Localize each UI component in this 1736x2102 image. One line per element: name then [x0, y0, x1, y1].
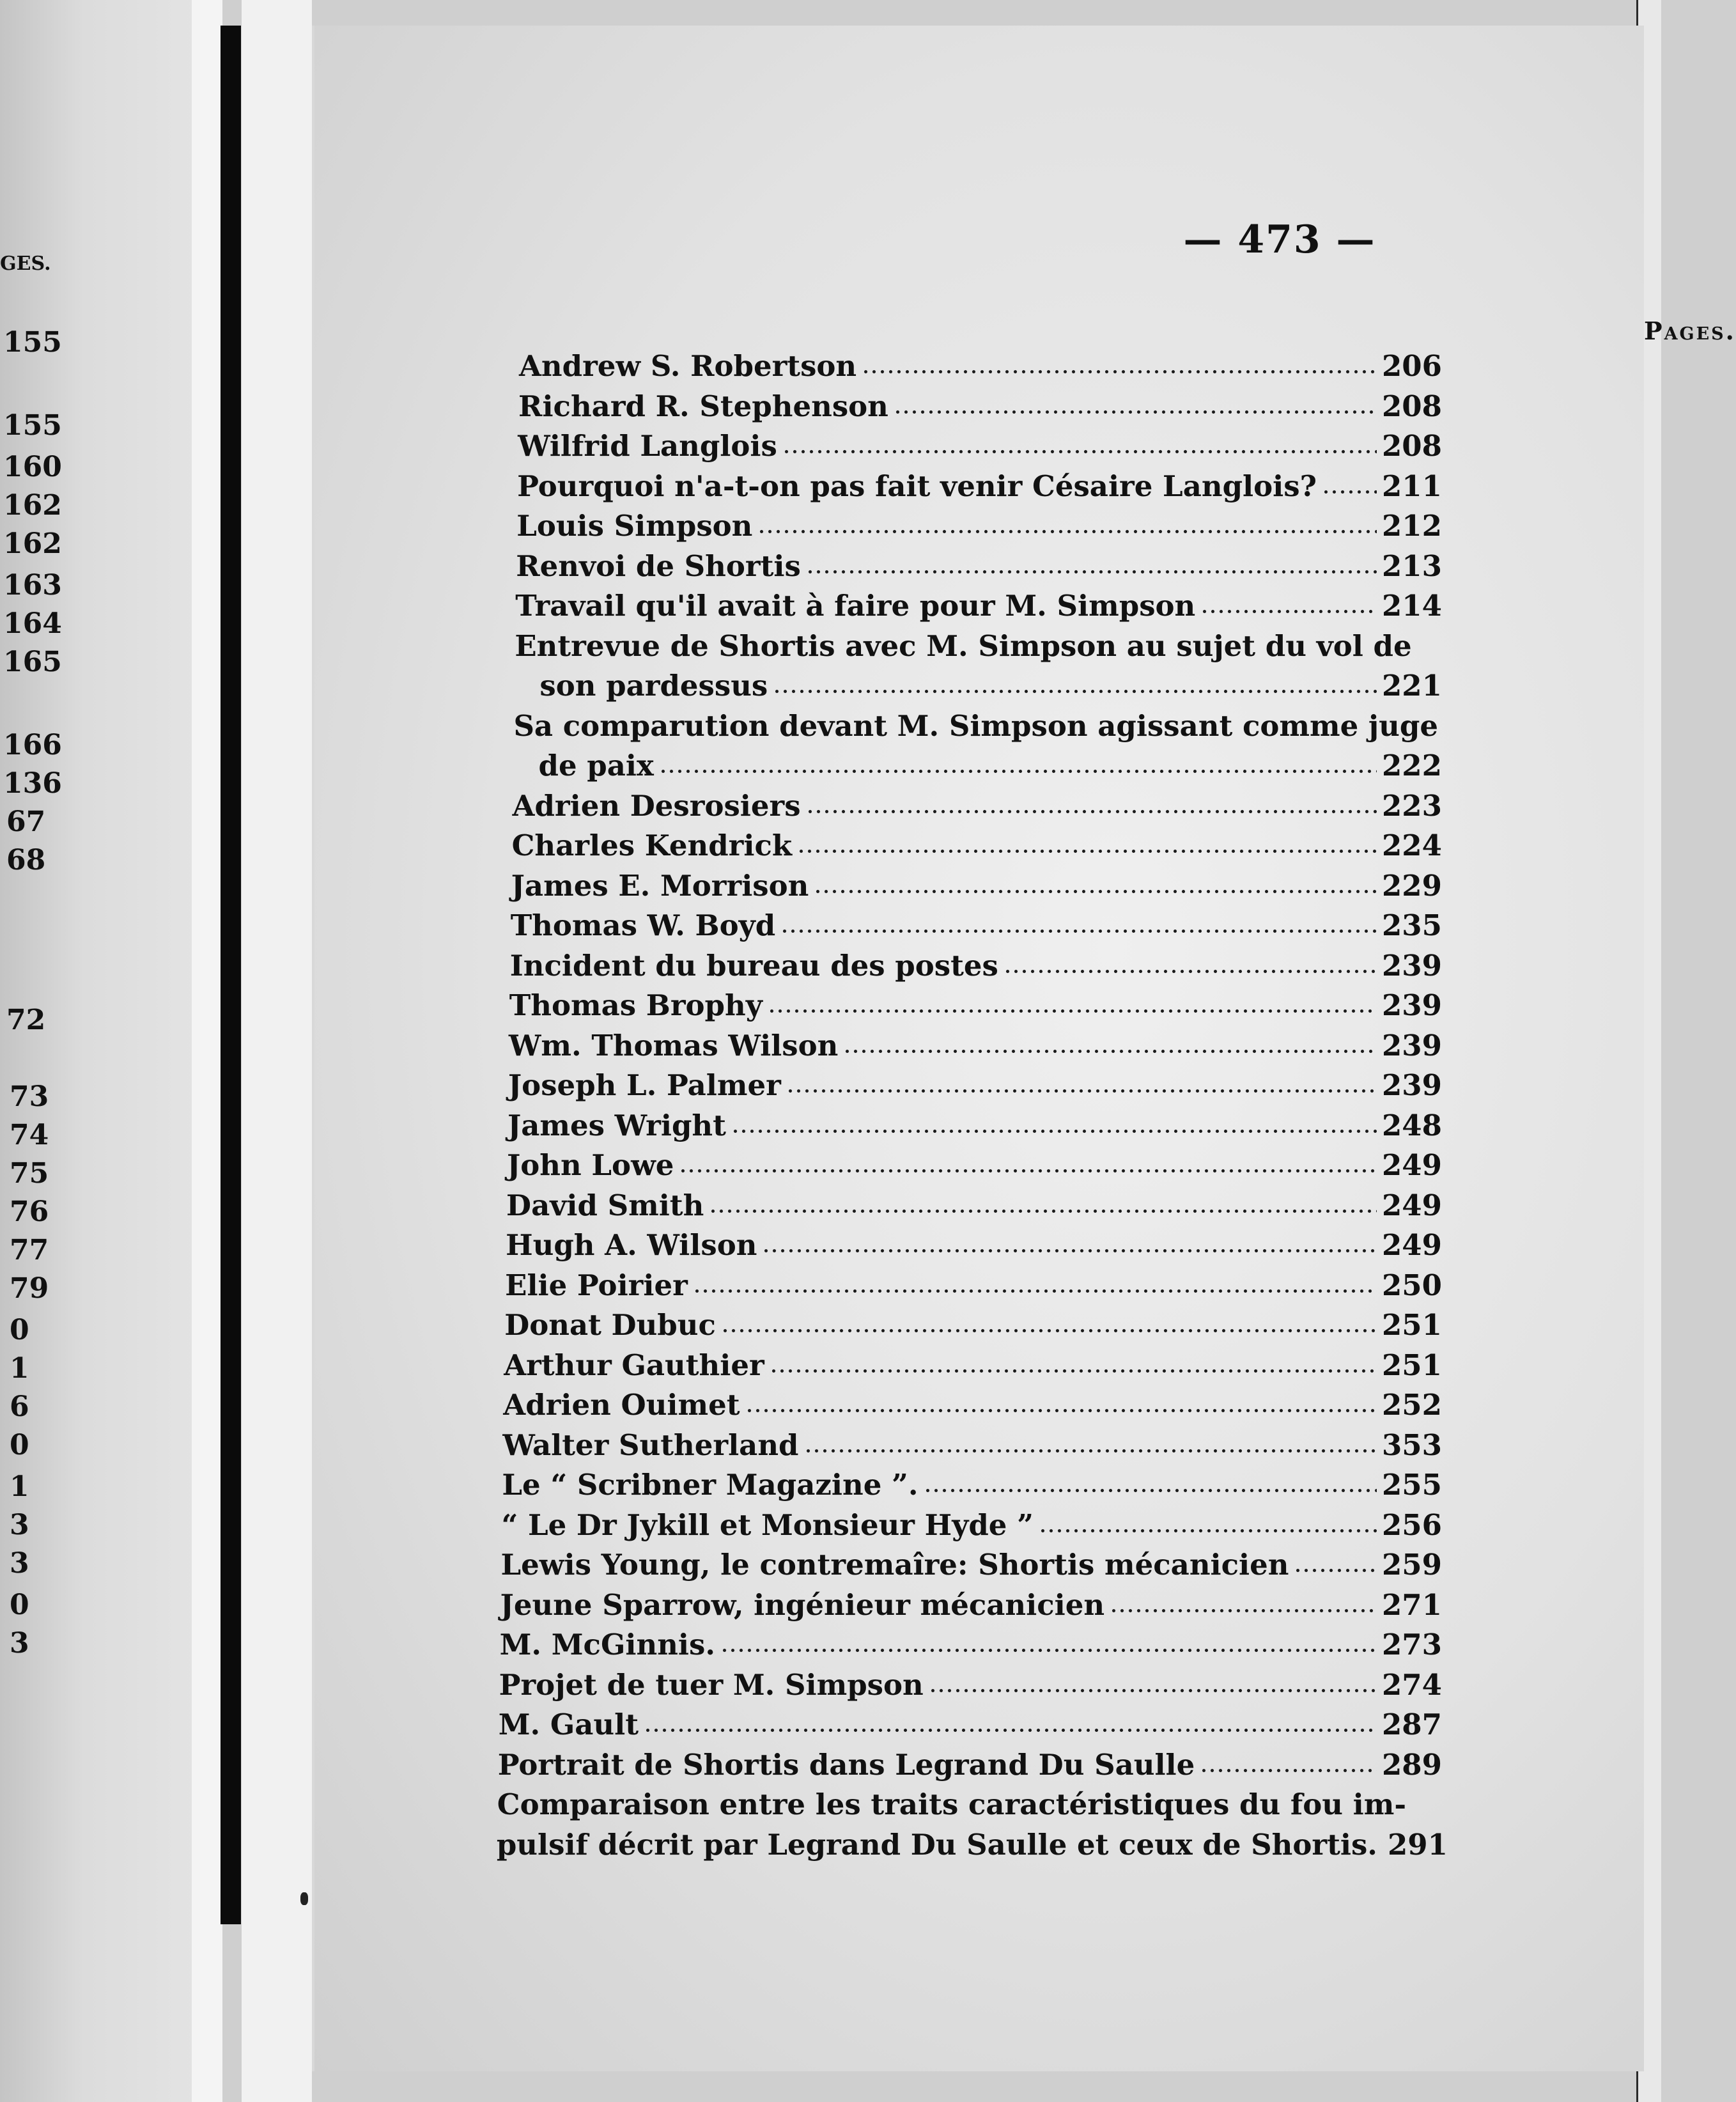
facing-page-number: 6	[10, 1390, 29, 1423]
toc-entry-title: M. McGinnis.	[499, 1628, 716, 1662]
dot-leader	[843, 1040, 1377, 1055]
pages-column-header: Pages.	[1644, 316, 1736, 345]
dot-leader	[1200, 1759, 1377, 1775]
toc-entry	[501, 1507, 1442, 1542]
toc-entry-title: Thomas W. Boyd	[510, 908, 776, 942]
toc-entry	[519, 349, 1442, 383]
toc-entry	[507, 1148, 1442, 1182]
toc-entry-title: Adrien Desrosiers	[512, 788, 801, 823]
toc-entry-page-number: 291	[1387, 1827, 1448, 1862]
dot-leader	[806, 800, 1377, 816]
dot-leader	[720, 1639, 1377, 1654]
toc-entry	[500, 1587, 1442, 1622]
toc-entry-page-number: 353	[1381, 1428, 1442, 1462]
dot-leader	[814, 880, 1377, 896]
toc-entry-title: Elie Poirier	[505, 1268, 688, 1302]
dot-leader	[924, 1479, 1377, 1495]
toc-entry-page-number: 287	[1381, 1708, 1442, 1741]
toc-entry-page-number: 229	[1381, 868, 1442, 903]
toc-entry	[517, 469, 1442, 503]
toc-entry	[511, 829, 1442, 862]
toc-entry	[508, 1028, 1442, 1063]
toc-entry-page-number: 235	[1381, 908, 1442, 942]
dot-leader	[806, 561, 1377, 576]
dot-leader	[731, 1120, 1377, 1135]
facing-page-number: 77	[10, 1234, 49, 1266]
dot-leader	[1004, 960, 1377, 976]
toc-entry-page-number: 289	[1382, 1747, 1442, 1782]
toc-entry-page-number: 223	[1381, 788, 1442, 823]
toc-entry-page-number: 239	[1382, 948, 1442, 983]
dot-leader	[786, 1080, 1377, 1095]
dot-leader	[721, 1320, 1377, 1335]
toc-entry-title: Travail qu'il avait à faire pour M. Simpson	[515, 589, 1196, 623]
dot-leader	[745, 1399, 1377, 1415]
toc-entry	[504, 1348, 1442, 1382]
facing-page-number: 160	[3, 451, 62, 483]
facing-page-number: 155	[3, 409, 62, 442]
toc-entry	[515, 589, 1442, 623]
toc-entry-title: Charles Kendrick	[511, 829, 793, 862]
toc-entry	[516, 549, 1442, 583]
toc-entry	[507, 1108, 1442, 1142]
facing-page-number: 3	[10, 1627, 29, 1660]
toc-entry-title: Walter Sutherland	[502, 1428, 799, 1462]
toc-entry-title: Lewis Young, le contremaîre: Shortis mécanicien	[500, 1548, 1289, 1582]
facing-page-number: 1	[10, 1470, 29, 1503]
toc-entry-title: Arthur Gauthier	[504, 1348, 764, 1382]
toc-entry	[502, 1428, 1442, 1462]
dot-leader	[780, 920, 1377, 935]
toc-entry-page-number: 239	[1381, 1028, 1442, 1063]
toc-entry	[496, 1827, 1448, 1862]
toc-entry-page-number: 251	[1382, 1348, 1442, 1382]
toc-entry	[502, 1468, 1442, 1502]
toc-entry	[511, 868, 1442, 903]
toc-entry-page-number: 249	[1382, 1148, 1442, 1182]
facing-page-number: 163	[3, 569, 62, 602]
toc-entry	[506, 1228, 1442, 1262]
toc-entry-page-number: 239	[1381, 1068, 1442, 1102]
toc-entry-title: M. Gault	[498, 1708, 639, 1741]
page-number: — 473 —	[1183, 217, 1376, 262]
toc-entry	[539, 751, 1440, 780]
dot-leader	[1039, 1520, 1377, 1535]
toc-entry	[506, 1188, 1442, 1222]
toc-entry	[498, 1708, 1442, 1741]
toc-entry-title: Adrien Ouimet	[503, 1388, 740, 1422]
dot-leader	[659, 760, 1377, 775]
toc-entry-continuation-line: Entrevue de Shortis avec M. Simpson au sujet du vol de	[515, 628, 1412, 663]
dot-leader	[804, 1440, 1377, 1455]
toc-entry-page-number: 211	[1381, 469, 1442, 503]
facing-page-number: 68	[6, 844, 46, 876]
toc-entry-page-number: 259	[1382, 1548, 1442, 1582]
toc-entry-title: Andrew S. Robertson	[519, 349, 857, 383]
toc-entry-page-number: 214	[1381, 589, 1442, 623]
toc-entry	[504, 1308, 1442, 1342]
toc-entry-continuation-line: Comparaison entre les traits caractéristiques du fou im-	[497, 1787, 1407, 1821]
toc-entry-title: son pardessus	[539, 669, 768, 703]
toc-entry-title: Richard R. Stephenson	[518, 389, 888, 423]
dot-leader	[773, 680, 1377, 696]
toc-entry-title: Projet de tuer M. Simpson	[499, 1667, 924, 1702]
facing-page-number: 155	[3, 326, 62, 359]
toc-entry-title: Incident du bureau des postes	[509, 948, 998, 983]
toc-entry-page-number: 239	[1381, 988, 1442, 1022]
toc-entry-page-number: 249	[1381, 1228, 1442, 1262]
dot-leader	[679, 1160, 1377, 1175]
facing-page-number: 164	[3, 607, 62, 640]
toc-entry-page-number: 206	[1382, 349, 1442, 383]
toc-entry-title: Le “ Scribner Magazine ”.	[502, 1468, 918, 1502]
toc-entry-title: Wm. Thomas Wilson	[508, 1028, 839, 1063]
toc-entry	[510, 908, 1442, 942]
toc-entry-title: Renvoi de Shortis	[516, 549, 801, 583]
toc-entry-title: de paix	[538, 749, 654, 782]
dot-leader	[768, 1000, 1377, 1015]
dot-leader	[762, 1240, 1377, 1255]
facing-page-number: 0	[10, 1589, 29, 1621]
gutter	[242, 0, 312, 2102]
toc-entry-page-number: 251	[1381, 1308, 1442, 1342]
toc-entry-page-number: 250	[1381, 1268, 1442, 1302]
toc-entry	[512, 788, 1442, 823]
facing-page-number: 67	[6, 806, 46, 838]
left-page-header-fragment: GES.	[0, 253, 51, 275]
dot-leader	[894, 401, 1377, 416]
toc-entry-page-number: 208	[1381, 429, 1442, 463]
book-spine	[221, 26, 241, 1924]
toc-entry-title: pulsif décrit par Legrand Du Saulle et ceux de Shortis.	[496, 1827, 1377, 1862]
page-edge	[192, 0, 222, 2102]
toc-entry-title: Wilfrid Langlois	[518, 429, 777, 463]
dot-leader	[757, 520, 1377, 536]
toc-entry	[499, 1667, 1442, 1702]
dot-leader	[1110, 1600, 1377, 1615]
facing-page-number: 162	[3, 489, 62, 522]
dot-leader	[929, 1679, 1377, 1695]
toc-entry	[500, 1548, 1442, 1582]
facing-page-number: 166	[3, 729, 62, 761]
toc-entry	[509, 948, 1442, 983]
facing-page-fragment	[0, 0, 211, 2102]
toc-entry-page-number: 224	[1381, 829, 1442, 862]
toc-entry-page-number: 256	[1381, 1507, 1442, 1542]
toc-entry-page-number: 271	[1381, 1587, 1442, 1622]
toc-entry	[518, 389, 1442, 423]
toc-entry-title: Hugh A. Wilson	[506, 1228, 757, 1262]
dot-leader	[862, 361, 1377, 376]
facing-page-number: 136	[3, 767, 62, 800]
facing-page-number: 0	[10, 1314, 29, 1346]
toc-entry-title: John Lowe	[507, 1148, 674, 1182]
toc-entry	[509, 988, 1442, 1022]
facing-page-number: 79	[10, 1272, 49, 1305]
facing-page-number: 75	[10, 1157, 49, 1190]
toc-entry-title: James E. Morrison	[511, 868, 809, 903]
toc-entry	[516, 509, 1442, 543]
toc-entry-page-number: 208	[1381, 389, 1442, 423]
dot-leader	[709, 1200, 1377, 1215]
toc-entry	[518, 429, 1442, 463]
toc-entry	[503, 1388, 1442, 1422]
toc-entry	[539, 669, 1442, 703]
toc-entry-page-number: 213	[1382, 549, 1442, 583]
toc-entry-page-number: 248	[1381, 1108, 1442, 1142]
dot-leader	[797, 840, 1377, 855]
document-page	[312, 26, 1736, 2071]
toc-entry-title: James Wright	[507, 1108, 726, 1142]
toc-entry-page-number: 274	[1381, 1667, 1442, 1702]
toc-entry	[497, 1747, 1442, 1782]
toc-entry-title: “ Le Dr Jykill et Monsieur Hyde ”	[501, 1507, 1034, 1542]
dot-leader	[1294, 1559, 1377, 1575]
dot-leader	[1322, 481, 1377, 496]
facing-page-number: 1	[10, 1352, 29, 1385]
toc-entry-page-number: 221	[1381, 669, 1442, 703]
facing-page-number: 74	[10, 1119, 49, 1151]
toc-entry-page-number: 222	[1382, 749, 1442, 782]
dot-leader	[1200, 600, 1377, 616]
toc-entry-continuation-line: Sa comparution devant M. Simpson agissant comme juge	[513, 708, 1438, 743]
facing-page-number: 76	[10, 1195, 49, 1228]
toc-entry-page-number: 249	[1381, 1188, 1442, 1222]
dot-leader	[693, 1280, 1377, 1295]
dot-leader	[782, 440, 1377, 456]
toc-entry-title: Joseph L. Palmer	[508, 1068, 781, 1102]
facing-page-number: 165	[3, 646, 62, 678]
toc-entry	[499, 1628, 1442, 1662]
toc-entry-title: Louis Simpson	[516, 509, 753, 543]
facing-page-number: 3	[10, 1547, 29, 1580]
dot-leader	[770, 1360, 1377, 1375]
toc-entry-page-number: 273	[1381, 1628, 1442, 1662]
toc-entry-page-number: 255	[1381, 1468, 1442, 1502]
facing-page-number: 3	[10, 1509, 29, 1541]
facing-page-number: 72	[6, 1004, 46, 1036]
toc-entry-title: Jeune Sparrow, ingénieur mécanicien	[500, 1587, 1105, 1622]
toc-entry-title: Thomas Brophy	[509, 988, 763, 1022]
toc-entry	[505, 1268, 1442, 1302]
toc-entry-title: David Smith	[506, 1188, 704, 1222]
toc-entry-page-number: 212	[1381, 509, 1442, 543]
toc-entry-title: Portrait de Shortis dans Legrand Du Saulle	[497, 1747, 1195, 1782]
toc-entry-title: Donat Dubuc	[504, 1308, 716, 1342]
toc-entry	[508, 1068, 1442, 1102]
facing-page-number: 0	[10, 1429, 29, 1461]
facing-page-number: 73	[10, 1080, 49, 1113]
toc-entry-page-number: 252	[1381, 1388, 1442, 1422]
facing-page-number: 162	[3, 527, 62, 560]
ink-mark	[300, 1892, 308, 1905]
dot-leader	[644, 1719, 1377, 1734]
toc-entry-title: Pourquoi n'a-t-on pas fait venir Césaire Langlois?	[517, 469, 1317, 503]
